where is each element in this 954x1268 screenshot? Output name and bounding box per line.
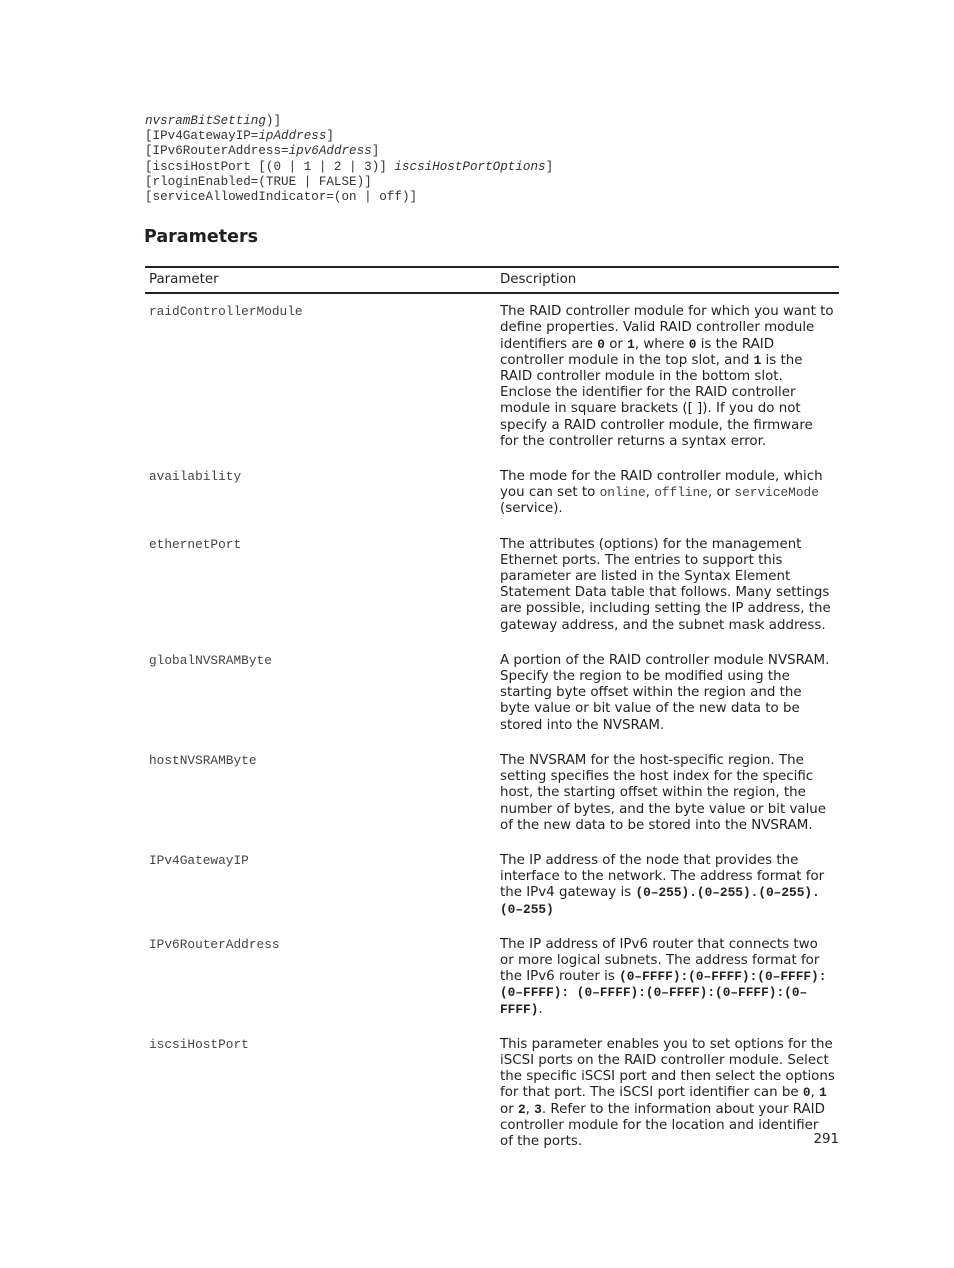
- param-description: A portion of the RAID controller module NVSRAM. Specify the region to be modified using the starting byte offset within the region and the byte value or bit value of the new data to be stored into the NVSRAM.: [500, 652, 830, 733]
- table-row: [145, 459, 839, 527]
- syntax-line-6: [serviceAllowedIndicator=(on | off)]: [145, 190, 418, 205]
- table-row: [145, 743, 839, 843]
- desc-code: serviceMode: [734, 485, 819, 501]
- desc-code: (0–FFFF):(0–FFFF):(0–FFFF):(0–FFFF): (0–FFFF):(0–FFFF):(0–FFFF):(0–FFFF): [500, 969, 827, 1017]
- desc-text: The RAID controller module for which you want to define properties. Valid RAID controller module identifiers are: [500, 304, 834, 352]
- section-title: Parameters: [144, 227, 258, 248]
- syntax-line-4-end: ]: [545, 159, 554, 174]
- param-description: [496, 293, 839, 459]
- table-row: [145, 643, 839, 743]
- desc-text: is the RAID controller module in the bottom slot. Enclose the identifier for the RAID controller module in square brackets ([ ]). If you do not specify a RAID controller module, the firmware for the controller returns a syntax error.: [500, 352, 813, 449]
- table-row: [145, 1027, 839, 1159]
- syntax-line-2-italic: ipAddress: [258, 129, 327, 144]
- param-description: [496, 1027, 839, 1159]
- desc-code: online: [599, 485, 646, 501]
- desc-text: The mode for the RAID controller module, which you can set to: [500, 469, 823, 501]
- table-row: [145, 293, 839, 459]
- header-parameter: Parameter: [145, 267, 496, 293]
- param-description: [496, 459, 839, 527]
- syntax-line-3-end: ]: [371, 144, 380, 159]
- desc-text: ,: [525, 1101, 535, 1117]
- param-description: [496, 927, 839, 1027]
- desc-text: . Refer to the information about your RAID controller module for the location and identifier of the ports.: [500, 1101, 825, 1149]
- desc-text: The IP address of the node that provides the interface to the network. The address format for the IPv4 gateway is: [500, 852, 825, 901]
- param-name: ethernetPort: [149, 536, 242, 552]
- syntax-line-1-italic: nvsramBitSetting: [145, 114, 266, 128]
- desc-text: or: [604, 336, 628, 352]
- syntax-line-5: [rloginEnabled=(TRUE | FALSE)]: [145, 174, 372, 189]
- param-name: IPv6RouterAddress: [149, 936, 280, 952]
- desc-text: (service).: [500, 501, 563, 517]
- table-header-row: [145, 267, 839, 293]
- desc-code: 1: [819, 1085, 827, 1101]
- table-row: [145, 527, 839, 643]
- desc-text: ,: [810, 1085, 820, 1101]
- desc-code: 0: [597, 336, 605, 352]
- desc-code: 1: [753, 352, 762, 368]
- desc-code: offline: [654, 485, 708, 501]
- desc-code: 0: [688, 336, 697, 352]
- desc-code: 2: [517, 1101, 526, 1117]
- syntax-line-2-end: ]: [326, 129, 334, 144]
- table-row: [145, 843, 839, 927]
- syntax-line-1: )]: [265, 114, 282, 128]
- desc-code: 3: [534, 1101, 542, 1117]
- param-name: globalNVSRAMByte: [149, 652, 272, 668]
- desc-text: ,: [645, 485, 655, 501]
- param-description: The attributes (options) for the management Ethernet ports. The entries to support this parameter are listed in the Syntax Element Statement Data table that follows. Many settings are possible, including setting the IP address, the gateway address, and the subnet mask address.: [500, 536, 831, 633]
- desc-text: The IP address of IPv6 router that connects two or more logical subnets. The address format for the IPv6 router is: [500, 936, 820, 985]
- desc-text: , where: [634, 336, 689, 352]
- parameters-table: [145, 266, 839, 1159]
- desc-text: .: [538, 1001, 543, 1017]
- param-name: IPv4GatewayIP: [149, 852, 249, 868]
- desc-code: (0–255).(0–255).(0–255).(0–255): [500, 885, 820, 917]
- param-name: availability: [149, 469, 242, 485]
- desc-text: or: [500, 1101, 518, 1117]
- param-name: hostNVSRAMByte: [149, 752, 257, 768]
- syntax-line-4: [iscsiHostPort [(0 | 1 | 2 | 3)]: [145, 159, 395, 174]
- param-description: [496, 843, 839, 927]
- syntax-line-4-italic: iscsiHostPortOptions: [394, 159, 546, 174]
- param-description: The NVSRAM for the host-specific region. The setting specifies the host index for the specific host, the starting offset within the region, the number of bytes, and the byte value or bit value of the new data to be stored into the NVSRAM.: [500, 752, 827, 833]
- page-number: 291: [813, 1132, 839, 1147]
- header-description: Description: [496, 267, 839, 293]
- syntax-line-3: [IPv6RouterAddress=: [145, 144, 289, 159]
- syntax-line-2: [IPv4GatewayIP=: [145, 129, 259, 144]
- param-name: raidControllerModule: [149, 304, 303, 320]
- desc-text: This parameter enables you to set options for the iSCSI ports on the RAID controller module. Select the specific iSCSI port and then select the options for that port. The iSCSI port identifier can be: [500, 1036, 835, 1101]
- desc-code: 0: [802, 1085, 811, 1101]
- syntax-code-block: [145, 114, 839, 205]
- desc-text: , or: [707, 485, 735, 501]
- param-name: iscsiHostPort: [149, 1036, 249, 1052]
- syntax-line-3-italic: ipv6Address: [288, 144, 372, 159]
- desc-text: is the RAID controller module in the top slot, and: [500, 336, 775, 368]
- table-row: [145, 927, 839, 1027]
- desc-code: 1: [627, 336, 635, 352]
- page-content: [145, 114, 839, 1159]
